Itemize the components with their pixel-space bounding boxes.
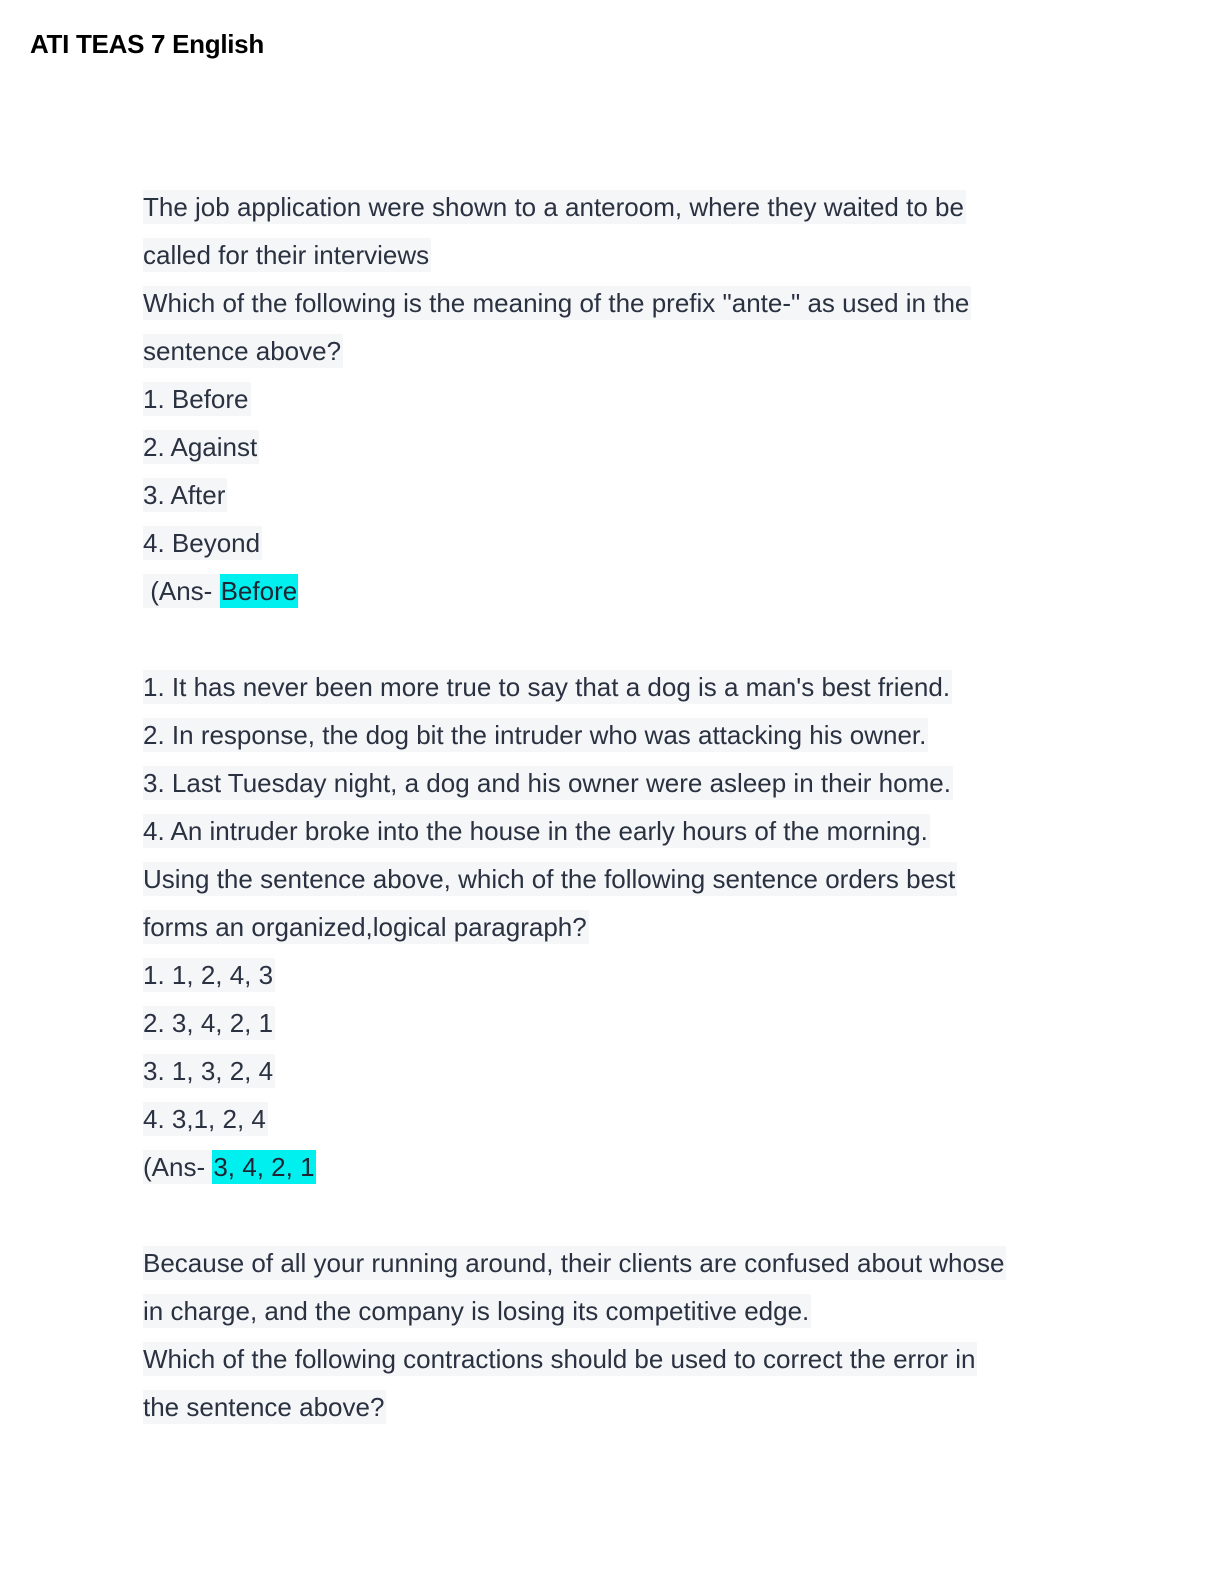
q3-line	[143, 1335, 1103, 1383]
spacer	[143, 1191, 1103, 1239]
q1-answer-value: Before	[220, 575, 298, 606]
q1-line	[143, 183, 1103, 231]
q3-question-text: Which of the following contractions should be used to correct the error in	[143, 1343, 976, 1374]
q2-answer-prefix: (Ans-	[143, 1151, 213, 1182]
q3-stem-text: Because of all your running around, their clients are confused about whose	[143, 1247, 1005, 1278]
q2-sentence-text: 3. Last Tuesday night, a dog and his owner were asleep in their home.	[143, 767, 951, 798]
q1-stem-text: The job application were shown to a anteroom, where they waited to be	[143, 191, 964, 222]
q3-stem-text: in charge, and the company is losing its competitive edge.	[143, 1295, 810, 1326]
q2-option-text: 2. 3, 4, 2, 1	[143, 1007, 274, 1038]
q3-line	[143, 1239, 1103, 1287]
q2-sentence	[143, 759, 1103, 807]
q1-line	[143, 327, 1103, 375]
q1-answer	[143, 567, 298, 615]
q2-option	[143, 999, 1103, 1047]
q2-answer	[143, 1143, 316, 1191]
q1-option-text: 1. Before	[143, 383, 249, 414]
spacer	[143, 615, 1103, 663]
q3-line	[143, 1383, 1103, 1431]
q1-line	[143, 279, 1103, 327]
document-title: ATI TEAS 7 English	[30, 29, 264, 59]
q1-question-text: Which of the following is the meaning of the prefix "ante-" as used in the	[143, 287, 970, 318]
q2-sentence	[143, 807, 1103, 855]
q2-option-text: 4. 3,1, 2, 4	[143, 1103, 266, 1134]
q1-option-text: 3. After	[143, 479, 226, 510]
q2-sentence	[143, 711, 1103, 759]
q1-option	[143, 471, 1103, 519]
q1-answer-prefix: (Ans-	[143, 575, 220, 606]
document-body	[143, 183, 1103, 1431]
q2-option	[143, 1095, 1103, 1143]
q1-option	[143, 375, 1103, 423]
q1-option	[143, 519, 1103, 567]
q1-line	[143, 231, 1103, 279]
q2-question-text: forms an organized,logical paragraph?	[143, 911, 587, 942]
q2-option-text: 3. 1, 3, 2, 4	[143, 1055, 274, 1086]
q2-answer-value: 3, 4, 2, 1	[213, 1151, 315, 1182]
q2-option-text: 1. 1, 2, 4, 3	[143, 959, 274, 990]
q2-question-text: Using the sentence above, which of the following sentence orders best	[143, 863, 956, 894]
q1-answer-line	[143, 567, 1103, 615]
q2-sentence-text: 4. An intruder broke into the house in the early hours of the morning.	[143, 815, 928, 846]
q3-question-text: the sentence above?	[143, 1391, 385, 1422]
q1-option-text: 4. Beyond	[143, 527, 261, 558]
q1-stem-text: called for their interviews	[143, 239, 430, 270]
q2-option	[143, 951, 1103, 999]
q3-line	[143, 1287, 1103, 1335]
q2-sentence-text: 1. It has never been more true to say that a dog is a man's best friend.	[143, 671, 951, 702]
q2-answer-line	[143, 1143, 1103, 1191]
q2-option	[143, 1047, 1103, 1095]
q2-line	[143, 855, 1103, 903]
q2-line	[143, 903, 1103, 951]
q1-option	[143, 423, 1103, 471]
q1-question-text: sentence above?	[143, 335, 342, 366]
q2-sentence-text: 2. In response, the dog bit the intruder who was attacking his owner.	[143, 719, 927, 750]
q2-sentence	[143, 663, 1103, 711]
q1-option-text: 2. Against	[143, 431, 258, 462]
